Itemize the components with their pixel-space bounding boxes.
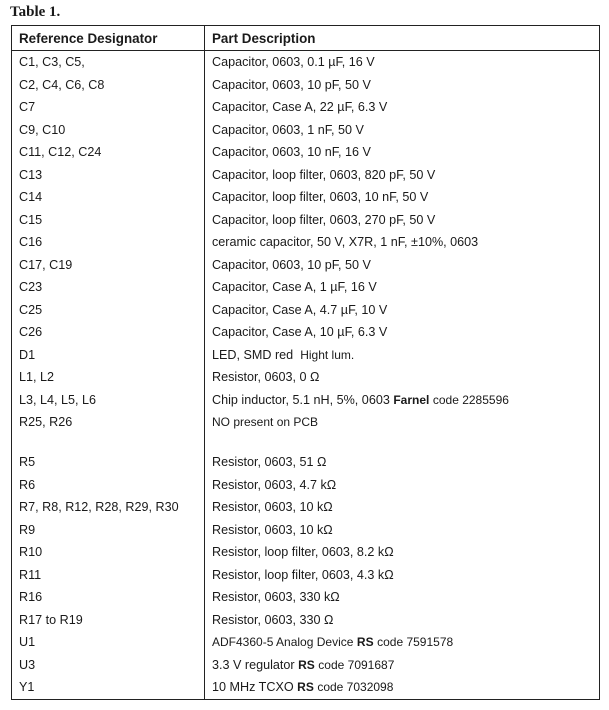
desc-cell: Capacitor, 0603, 0.1 µF, 16 V [205, 51, 600, 74]
desc-cell: Capacitor, 0603, 1 nF, 50 V [205, 119, 600, 142]
desc-cell: Capacitor, 0603, 10 pF, 50 V [205, 254, 600, 277]
ref-cell: C25 [12, 299, 205, 322]
ref-cell: C14 [12, 186, 205, 209]
ref-cell: R25, R26 [12, 411, 205, 451]
table-row [12, 366, 600, 389]
ref-cell: C11, C12, C24 [12, 141, 205, 164]
table-caption: Table 1. [10, 4, 61, 20]
ref-cell: R17 to R19 [12, 609, 205, 632]
table-row [12, 321, 600, 344]
ref-cell: R6 [12, 474, 205, 497]
ref-cell: C1, C3, C5, [12, 51, 205, 74]
desc-cell [205, 676, 600, 699]
table-row [12, 676, 600, 699]
ref-cell: R11 [12, 564, 205, 587]
table-row [12, 276, 600, 299]
supplier-code: code 7032098 [317, 680, 394, 694]
supplier-name: RS [356, 635, 374, 649]
desc-cell: Capacitor, Case A, 4.7 µF, 10 V [205, 299, 600, 322]
table-row [12, 496, 600, 519]
ref-cell: R7, R8, R12, R28, R29, R30 [12, 496, 205, 519]
desc-cell: Capacitor, 0603, 10 pF, 50 V [205, 74, 600, 97]
table-row [12, 164, 600, 187]
desc-cell [205, 344, 600, 367]
table-row [12, 609, 600, 632]
table-row [12, 74, 600, 97]
desc-cell [205, 631, 600, 654]
desc-cell: Resistor, 0603, 4.7 kΩ [205, 474, 600, 497]
desc-text: Chip inductor, 5.1 nH, 5%, 0603 [212, 392, 390, 407]
desc-cell: Capacitor, Case A, 1 µF, 16 V [205, 276, 600, 299]
ref-cell: U1 [12, 631, 205, 654]
table-row [12, 654, 600, 677]
supplier-name: RS [297, 680, 314, 694]
table-row [12, 299, 600, 322]
desc-cell: Capacitor, loop filter, 0603, 270 pF, 50 V [205, 209, 600, 232]
ref-cell: R16 [12, 586, 205, 609]
desc-cell: Capacitor, 0603, 10 nF, 16 V [205, 141, 600, 164]
desc-cell [205, 654, 600, 677]
desc-cell: Capacitor, Case A, 22 µF, 6.3 V [205, 96, 600, 119]
desc-note: Hight lum. [300, 347, 355, 362]
ref-cell: C2, C4, C6, C8 [12, 74, 205, 97]
header-reference-designator: Reference Designator [12, 26, 205, 51]
desc-cell: Capacitor, loop filter, 0603, 820 pF, 50 V [205, 164, 600, 187]
table-row [12, 631, 600, 654]
desc-cell: Resistor, 0603, 0 Ω [205, 366, 600, 389]
table-row [12, 451, 600, 474]
ref-cell: U3 [12, 654, 205, 677]
desc-cell: ceramic capacitor, 50 V, X7R, 1 nF, ±10%, 0603 [205, 231, 600, 254]
desc-cell: Resistor, loop filter, 0603, 4.3 kΩ [205, 564, 600, 587]
ref-cell: L3, L4, L5, L6 [12, 389, 205, 412]
table-row [12, 119, 600, 142]
table-row [12, 231, 600, 254]
table-row [12, 564, 600, 587]
header-part-description: Part Description [205, 26, 600, 51]
parts-table [11, 25, 600, 700]
header-row [12, 26, 600, 51]
ref-cell: R10 [12, 541, 205, 564]
table-row [12, 254, 600, 277]
table-row [12, 51, 600, 74]
desc-text: LED, SMD red [212, 347, 294, 362]
desc-text: ADF4360-5 Analog Device [212, 635, 354, 649]
table-row [12, 209, 600, 232]
desc-cell: Resistor, 0603, 10 kΩ [205, 496, 600, 519]
table-row [12, 344, 600, 367]
supplier-code: code 7591578 [377, 635, 454, 649]
desc-cell: Resistor, loop filter, 0603, 8.2 kΩ [205, 541, 600, 564]
ref-cell: R5 [12, 451, 205, 474]
ref-cell: Y1 [12, 676, 205, 699]
desc-text: 10 MHz TCXO [212, 680, 294, 694]
supplier-name: Farnel [393, 392, 430, 407]
ref-cell: C7 [12, 96, 205, 119]
supplier-name: RS [298, 657, 315, 672]
ref-cell: R9 [12, 519, 205, 542]
table-row [12, 141, 600, 164]
table-row [12, 389, 600, 412]
table-row [12, 186, 600, 209]
supplier-code: code 2285596 [432, 392, 509, 407]
desc-cell: Capacitor, loop filter, 0603, 10 nF, 50 V [205, 186, 600, 209]
desc-cell: NO present on PCB [205, 411, 600, 451]
ref-cell: C13 [12, 164, 205, 187]
table-row [12, 541, 600, 564]
ref-cell: C16 [12, 231, 205, 254]
desc-text: 3.3 V regulator [212, 657, 295, 672]
desc-cell: Capacitor, Case A, 10 µF, 6.3 V [205, 321, 600, 344]
desc-cell [205, 389, 600, 412]
ref-cell: L1, L2 [12, 366, 205, 389]
ref-cell: C9, C10 [12, 119, 205, 142]
ref-cell: C15 [12, 209, 205, 232]
desc-cell: Resistor, 0603, 10 kΩ [205, 519, 600, 542]
desc-cell: Resistor, 0603, 51 Ω [205, 451, 600, 474]
table-row [12, 519, 600, 542]
table-row [12, 96, 600, 119]
supplier-code: code 7091687 [318, 657, 395, 672]
ref-cell: C23 [12, 276, 205, 299]
table-row [12, 411, 600, 451]
table-row [12, 474, 600, 497]
table-row [12, 586, 600, 609]
ref-cell: C26 [12, 321, 205, 344]
desc-cell: Resistor, 0603, 330 kΩ [205, 586, 600, 609]
ref-cell: D1 [12, 344, 205, 367]
desc-cell: Resistor, 0603, 330 Ω [205, 609, 600, 632]
ref-cell: C17, C19 [12, 254, 205, 277]
